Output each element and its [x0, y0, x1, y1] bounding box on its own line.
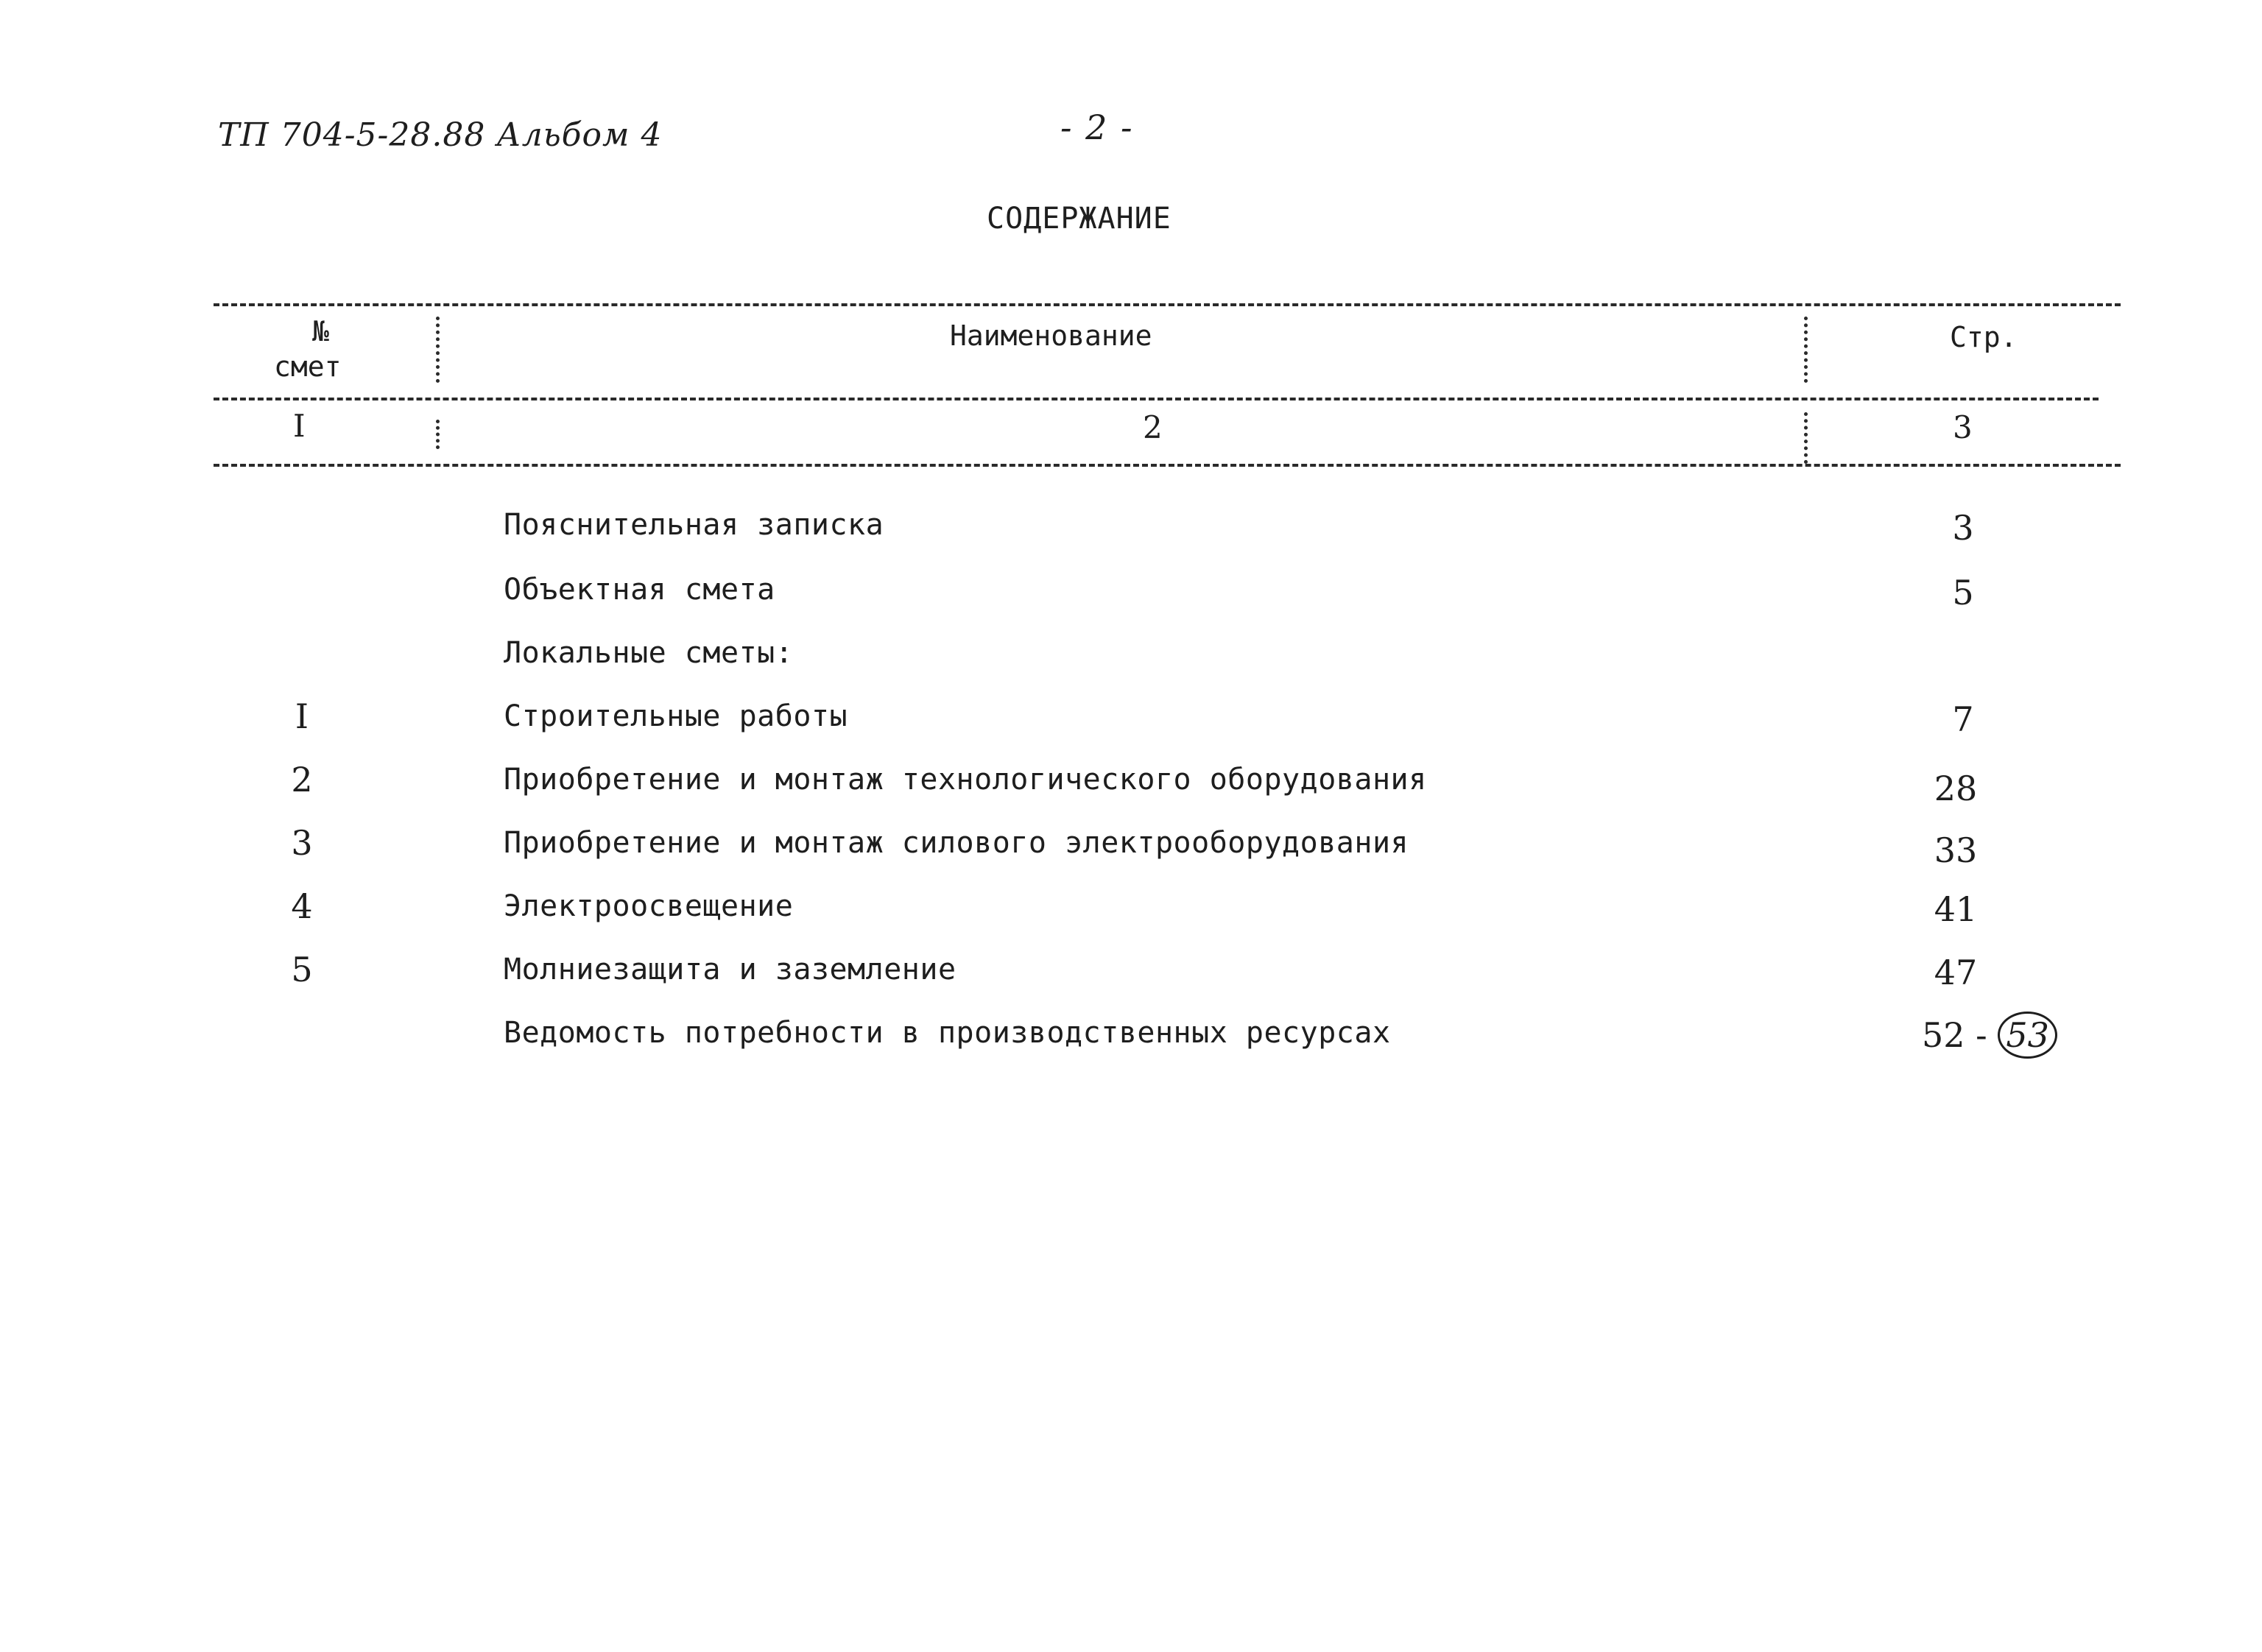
- toc-entry-name: Объектная смета: [504, 573, 775, 607]
- toc-entry-page: 47: [1934, 953, 1978, 992]
- toc-entry-name: Строительные работы: [504, 699, 848, 733]
- page-title: СОДЕРЖАНИЕ: [987, 202, 1171, 236]
- column-separator-1: [436, 317, 440, 383]
- toc-entry-name: Приобретение и монтаж силового электрооборудования: [504, 826, 1409, 860]
- column-index-1: I: [293, 408, 306, 444]
- table-index-rule: [214, 464, 2121, 467]
- page-number: - 2 -: [1060, 107, 1134, 147]
- toc-entry-number: 3: [291, 823, 313, 863]
- document-code: ТП 704-5-28.88 Альбом 4: [218, 116, 663, 154]
- toc-entry-number: 5: [291, 950, 313, 989]
- toc-entry-page: 52 -: [1922, 1015, 1987, 1055]
- toc-entry-page: 28: [1934, 769, 1978, 808]
- toc-entry-name: Ведомость потребности в производственных ресурсах: [504, 1016, 1391, 1050]
- toc-entry-name: Молниезащита и заземление: [504, 953, 956, 986]
- column-header-page: Стр.: [1950, 321, 2018, 353]
- toc-entry-number: 4: [291, 886, 313, 926]
- column-header-name: Наименование: [950, 320, 1152, 352]
- toc-entry-page: 5: [1952, 573, 1974, 613]
- toc-entry-number: 2: [291, 760, 313, 799]
- table-top-rule: [214, 303, 2121, 306]
- toc-entry-page: 7: [1952, 699, 1974, 739]
- column-separator-2b: [1804, 412, 1808, 464]
- toc-entry-number: I: [295, 696, 309, 736]
- toc-entry-page: 41: [1934, 889, 1978, 929]
- column-index-2: 2: [1143, 409, 1163, 445]
- column-separator-1b: [436, 420, 440, 449]
- toc-entry-name: Пояснительная записка: [504, 508, 884, 542]
- column-separator-2: [1804, 317, 1808, 383]
- column-header-smet: смет: [274, 350, 342, 383]
- column-header-number: №: [312, 315, 329, 347]
- toc-entry-page-range: [1922, 1012, 2057, 1059]
- toc-entry-name: Приобретение и монтаж технологического оборудования: [504, 763, 1427, 797]
- toc-entry-name: Электроосвещение: [504, 889, 794, 923]
- toc-entry-page: 3: [1952, 508, 1974, 548]
- circled-page-number: 53: [1998, 1012, 2057, 1059]
- table-header-rule: [214, 398, 2099, 400]
- toc-section-heading: Локальные сметы:: [504, 636, 794, 670]
- column-index-3: 3: [1953, 409, 1973, 445]
- toc-entry-page: 33: [1934, 830, 1978, 870]
